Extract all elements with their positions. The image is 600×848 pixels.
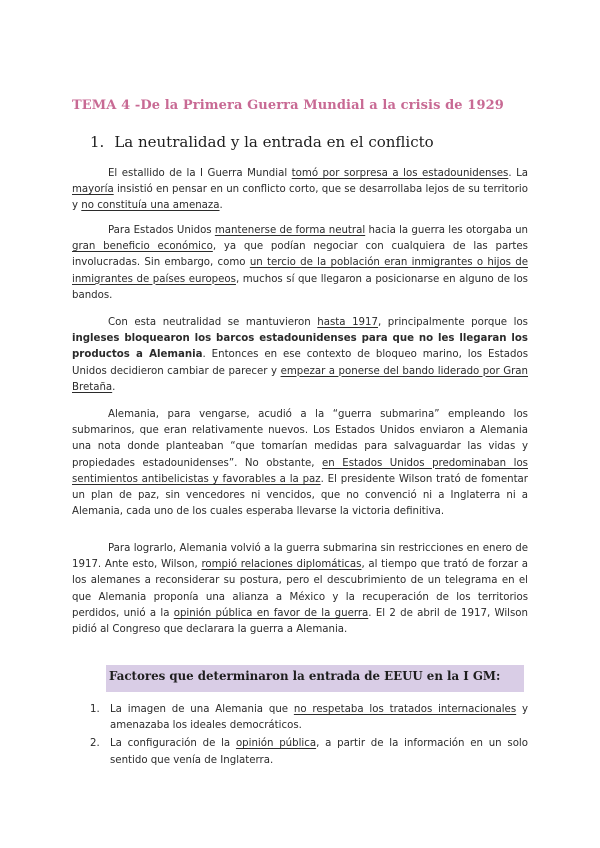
text-run: . La [508, 168, 528, 179]
underlined-text: tomó por sorpresa a los estadounidenses [291, 168, 509, 179]
factors-list [90, 702, 528, 771]
underlined-text: en Estados Unidos predominaban los sentimientos antibelicistas y favorables a la paz [72, 457, 528, 485]
bold-text: ingleses bloquearon los barcos estadounidenses para que no les llegaran los productos a Alemania [72, 333, 528, 361]
paragraph-3 [72, 315, 528, 396]
underlined-text: no constituía una amenaza [81, 200, 220, 212]
text-run: La configuración de la [110, 738, 236, 750]
text-run: Con esta neutralidad se mantuvieron [108, 317, 318, 328]
list-item [90, 736, 528, 768]
text-run: El estallido de la I Guerra Mundial [108, 168, 292, 179]
underlined-text: mantenerse de forma neutral [214, 225, 366, 236]
text-run: . [219, 200, 223, 212]
section-number: 1. [90, 133, 105, 151]
text-run: , principalmente porque los [378, 317, 528, 328]
document-title: TEMA 4 -De la Primera Guerra Mundial a la crisis de 1929 [72, 98, 504, 113]
factors-title: Factores que determinaron la entrada de EEUU en la I GM: [109, 669, 501, 683]
text-run: , ya que podían negociar con cualquiera de las partes involucradas. Sin embargo, como [72, 241, 528, 269]
text-run: . Entonces en ese contexto de bloqueo marino, los Estados Unidos decidieron cambiar de parecer y [72, 349, 528, 377]
text-run: Alemania, para vengarse, acudió a la “guerra submarina” empleando los submarinos, que eran relativamente nuevos. Los Estados Unidos enviaron a Alemania una nota donde planteaban “que tomarían medidas para salvaguardar las vidas y propiedades estadounidenses”. No obstante, [72, 409, 528, 469]
list-marker: 1. [90, 704, 100, 715]
text-run: insistió en pensar en un conflicto corto, que se desarrollaba lejos de su territorio y [72, 184, 528, 212]
text-run: . El 2 de abril de 1917, Wilson pidió al Congreso que declarara la guerra a Alemania. [72, 607, 528, 636]
underlined-text: rompió relaciones diplomáticas [201, 559, 362, 571]
text-run: , muchos sí que llegaron a posicionarse en alguno de los bandos. [72, 273, 528, 301]
text-run: y amenazaba los ideales democráticos. [110, 704, 528, 732]
text-run: . El presidente Wilson trató de fomentar un plan de paz, sin vencedores ni vencidos, que no convenció ni a Inglaterra ni a Alemania, cada uno de los cuales esperaba llevarse la victoria definitiva. [72, 473, 528, 518]
text-run: . [112, 381, 116, 393]
section-title: La neutralidad y la entrada en el conflicto [114, 133, 434, 151]
paragraph-5 [72, 541, 528, 638]
underlined-text: mayoría [72, 184, 114, 196]
underlined-text: no respetaba los tratados internacionales [293, 704, 517, 715]
text-run: Para Estados Unidos [108, 225, 215, 236]
underlined-text: opinión pública en favor de la guerra [173, 607, 369, 619]
paragraph-2 [72, 223, 528, 304]
underlined-text: hasta 1917 [317, 317, 378, 328]
underlined-text: opinión pública [235, 738, 317, 750]
text-run: Para lograrlo, Alemania volvió a la guerra submarina sin restricciones en enero de 1917. Ante esto, Wilson, [72, 543, 528, 571]
text-run: , a partir de la información en un solo sentido que venía de Inglaterra. [110, 738, 528, 766]
underlined-text: empezar a ponerse del bando liderado por Gran Bretaña [72, 365, 529, 393]
underlined-text: un tercio de la población eran inmigrantes o hijos de inmigrantes de países europeos [72, 257, 528, 285]
paragraph-4 [72, 407, 528, 520]
text-run: , al tiempo que trató de forzar a los alemanes a reconsiderar su postura, pero el descubrimiento de un telegrama en el que Alemania proponía una alianza a México y la recuperación de los territorios perdidos, unió a la [72, 559, 528, 619]
list-marker: 2. [90, 738, 100, 750]
list-item [90, 702, 528, 734]
section-heading [90, 133, 434, 151]
underlined-text: gran beneficio económico [72, 241, 213, 253]
text-run: La imagen de una Alemania que [110, 704, 294, 715]
text-run: hacia la guerra les otorgaba un [365, 225, 528, 236]
paragraph-1 [72, 166, 528, 215]
